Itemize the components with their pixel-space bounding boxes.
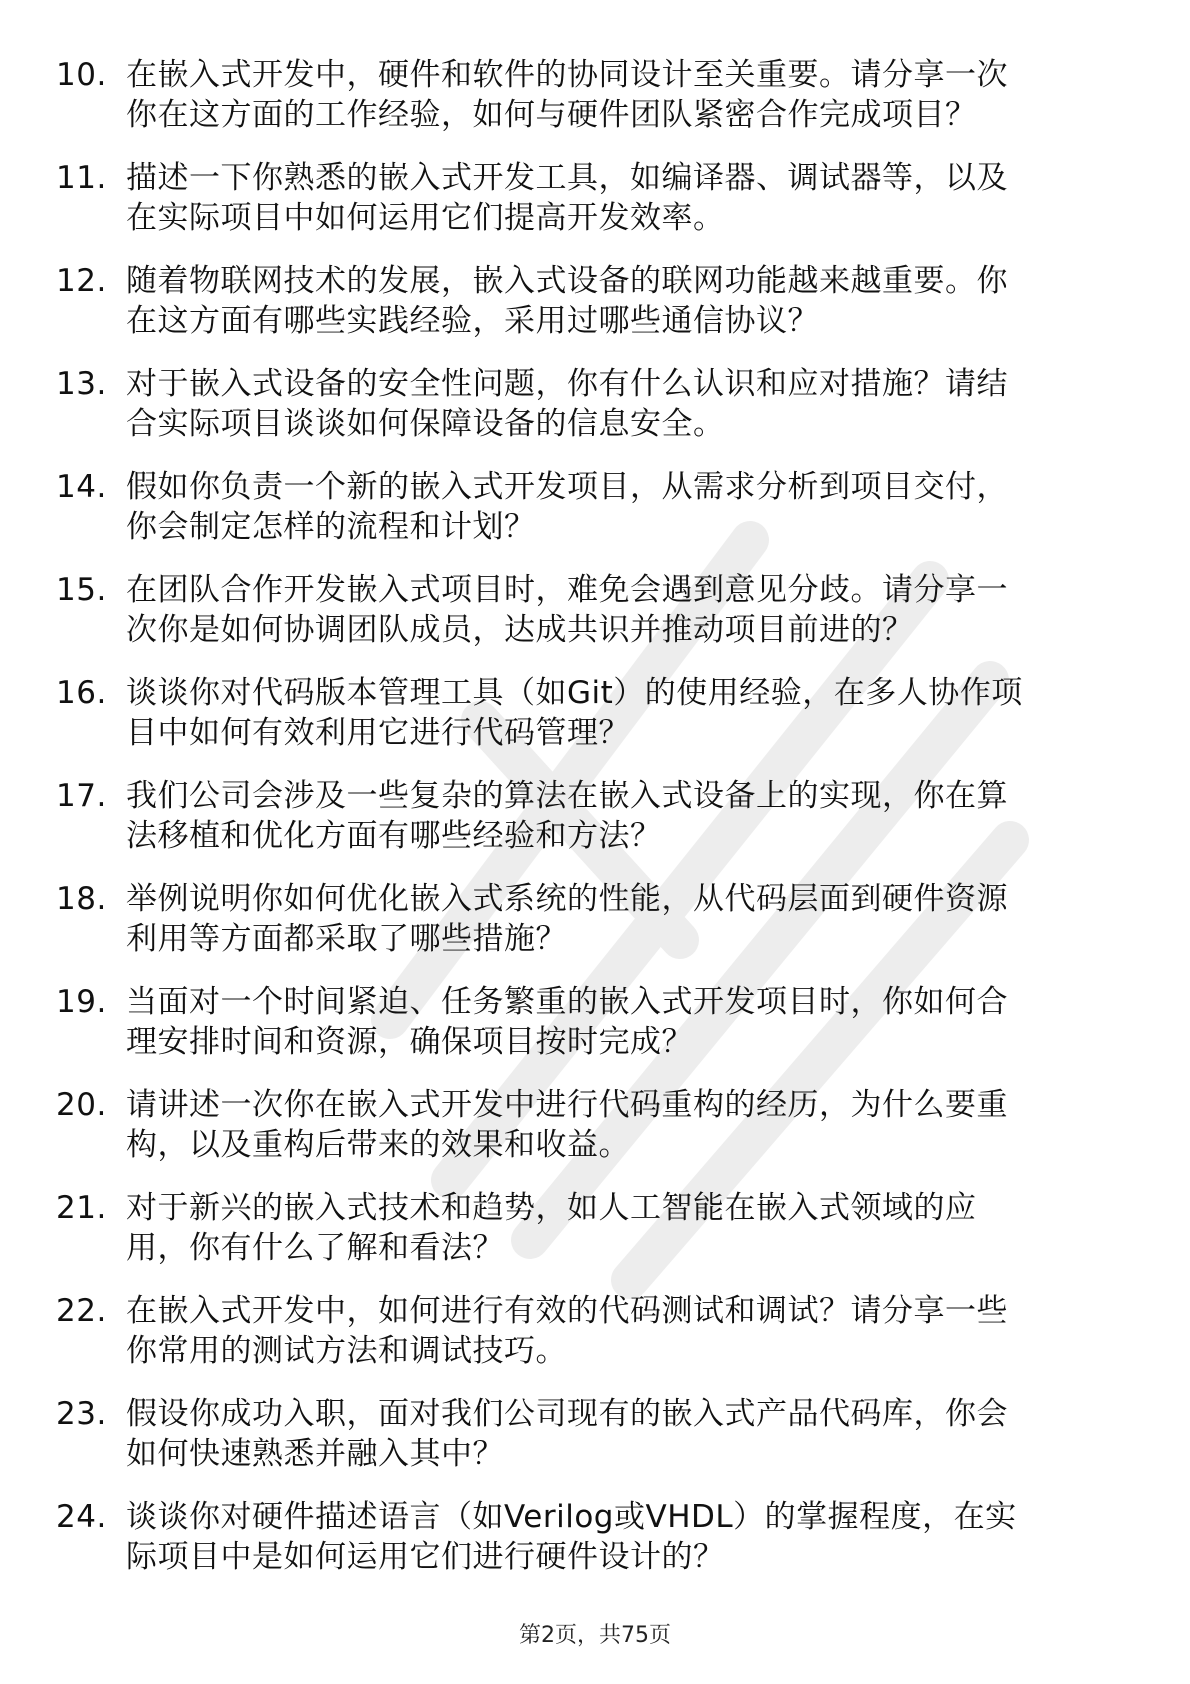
question-item-15 [56, 570, 1136, 650]
question-number: 21. [56, 1190, 107, 1226]
question-number: 18. [56, 881, 107, 917]
question-number: 23. [56, 1396, 107, 1432]
question-list [56, 55, 1136, 1600]
question-item-21 [56, 1188, 1136, 1268]
page-number-footer: 第2页，共75页 [519, 1623, 671, 1648]
question-number: 19. [56, 984, 107, 1020]
question-item-14 [56, 467, 1136, 547]
question-number: 17. [56, 778, 107, 814]
question-item-11 [56, 158, 1136, 238]
question-text: 对于嵌入式设备的安全性问题，你有什么认识和应对措施？请结 合实际项目谈谈如何保障设备的信息安全。 [126, 366, 1008, 442]
question-text: 描述一下你熟悉的嵌入式开发工具，如编译器、调试器等，以及 在实际项目中如何运用它们提高开发效率。 [126, 160, 1008, 236]
question-text: 在嵌入式开发中，如何进行有效的代码测试和调试？请分享一些 你常用的测试方法和调试技巧。 [126, 1293, 1008, 1369]
question-text: 举例说明你如何优化嵌入式系统的性能，从代码层面到硬件资源 利用等方面都采取了哪些措施？ [126, 881, 1008, 957]
question-text: 谈谈你对硬件描述语言（如Verilog或VHDL）的掌握程度，在实 际项目中是如何运用它们进行硬件设计的？ [126, 1499, 1017, 1575]
question-number: 24. [56, 1499, 107, 1535]
question-number: 10. [56, 57, 107, 93]
question-number: 16. [56, 675, 107, 711]
question-text: 谈谈你对代码版本管理工具（如Git）的使用经验，在多人协作项 目中如何有效利用它进行代码管理？ [126, 675, 1023, 751]
question-text: 当面对一个时间紧迫、任务繁重的嵌入式开发项目时，你如何合 理安排时间和资源，确保项目按时完成？ [126, 984, 1008, 1060]
question-item-13 [56, 364, 1136, 444]
question-number: 14. [56, 469, 107, 505]
question-item-19 [56, 982, 1136, 1062]
question-number: 20. [56, 1087, 107, 1123]
question-number: 11. [56, 160, 107, 196]
question-item-23 [56, 1394, 1136, 1474]
question-number: 12. [56, 263, 107, 299]
question-text: 对于新兴的嵌入式技术和趋势，如人工智能在嵌入式领域的应 用，你有什么了解和看法？ [126, 1190, 977, 1266]
question-number: 22. [56, 1293, 107, 1329]
question-text: 在团队合作开发嵌入式项目时，难免会遇到意见分歧。请分享一 次你是如何协调团队成员，达成共识并推动项目前进的？ [126, 572, 1008, 648]
question-item-22 [56, 1291, 1136, 1371]
question-text: 请讲述一次你在嵌入式开发中进行代码重构的经历，为什么要重 构，以及重构后带来的效果和收益。 [126, 1087, 1008, 1163]
question-text: 随着物联网技术的发展，嵌入式设备的联网功能越来越重要。你 在这方面有哪些实践经验，采用过哪些通信协议？ [126, 263, 1008, 339]
question-text: 我们公司会涉及一些复杂的算法在嵌入式设备上的实现，你在算 法移植和优化方面有哪些经验和方法？ [126, 778, 1008, 854]
question-number: 15. [56, 572, 107, 608]
question-item-20 [56, 1085, 1136, 1165]
question-item-10 [56, 55, 1136, 135]
question-text: 在嵌入式开发中，硬件和软件的协同设计至关重要。请分享一次 你在这方面的工作经验，如何与硬件团队紧密合作完成项目？ [126, 57, 1008, 133]
question-number: 13. [56, 366, 107, 402]
question-text: 假如你负责一个新的嵌入式开发项目，从需求分析到项目交付， 你会制定怎样的流程和计划？ [126, 469, 1008, 545]
question-text: 假设你成功入职，面对我们公司现有的嵌入式产品代码库，你会 如何快速熟悉并融入其中？ [126, 1396, 1008, 1472]
question-item-16 [56, 673, 1136, 753]
question-item-12 [56, 261, 1136, 341]
question-item-18 [56, 879, 1136, 959]
question-item-17 [56, 776, 1136, 856]
question-item-24 [56, 1497, 1136, 1577]
